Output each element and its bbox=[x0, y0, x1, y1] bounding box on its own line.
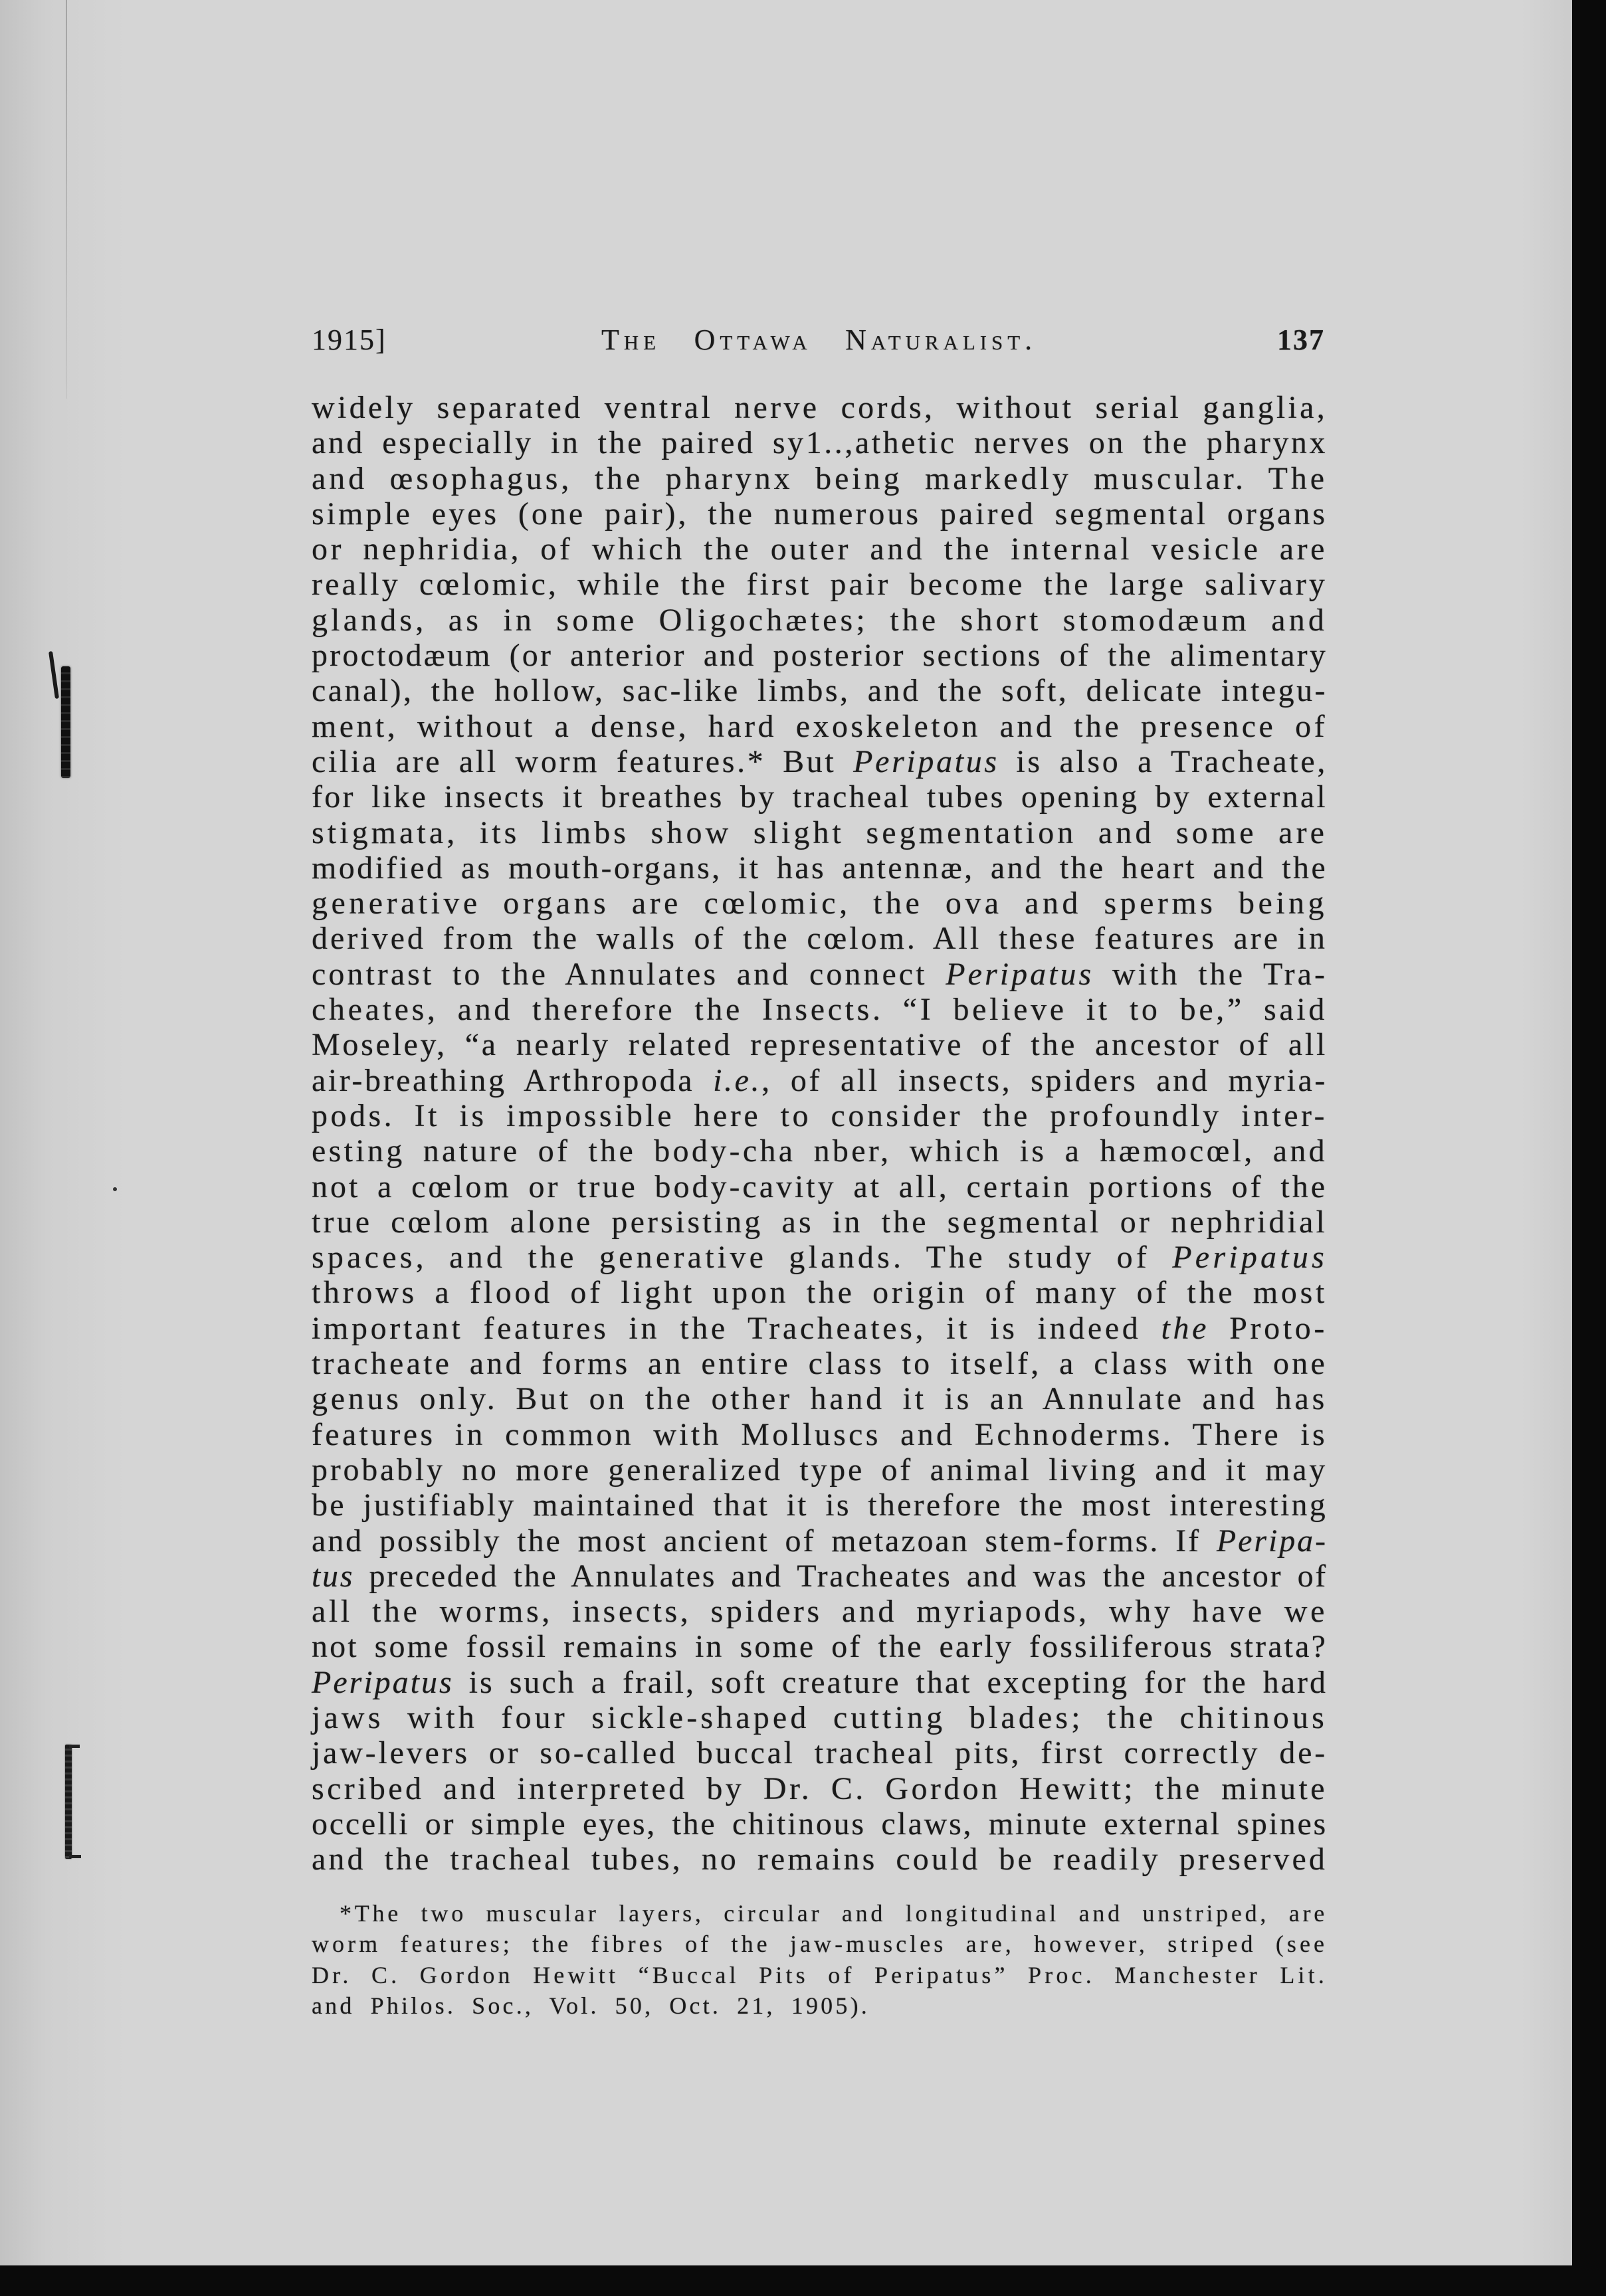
text-run: cilia are all worm features.* But bbox=[312, 743, 854, 779]
footnote-line bbox=[312, 1960, 1328, 1990]
body-text-line bbox=[312, 1098, 1328, 1133]
line-text bbox=[312, 1133, 1328, 1169]
line-text bbox=[312, 850, 1328, 886]
page-number: 137 bbox=[1277, 324, 1325, 356]
line-text bbox=[312, 673, 1328, 708]
scan-border-right bbox=[1572, 0, 1606, 2296]
running-head bbox=[312, 322, 1328, 357]
scan-border-bottom bbox=[0, 2265, 1606, 2296]
body-text-line bbox=[312, 1346, 1328, 1381]
text-run: Moseley, “a nearly related representative of the ancestor of all bbox=[312, 1027, 1328, 1063]
body-text-line bbox=[312, 1452, 1328, 1487]
text-run: genus only. But on the other hand it is an Annulate and has bbox=[312, 1381, 1328, 1417]
line-text bbox=[312, 1417, 1328, 1452]
body-text-line bbox=[312, 1487, 1328, 1523]
body-text-line bbox=[312, 1735, 1328, 1770]
binding-mark bbox=[65, 1745, 72, 1859]
body-text-line bbox=[312, 1417, 1328, 1452]
body-text-line bbox=[312, 1240, 1328, 1275]
text-run: scribed and interpreted by Dr. C. Gordon Hewitt; the minute bbox=[312, 1770, 1328, 1806]
line-text bbox=[312, 1452, 1328, 1487]
footnote-text: *The two muscular layers, circular and longitudinal and unstriped, are bbox=[340, 1900, 1328, 1927]
text-run: not a cœlom or true body-cavity at all, certain portions of the bbox=[312, 1169, 1328, 1204]
body-text-line bbox=[312, 425, 1328, 460]
footnote-text: Dr. C. Gordon Hewitt “Buccal Pits of Peripatus” Proc. Manchester Lit. bbox=[312, 1961, 1328, 1988]
text-run: for like insects it breathes by tracheal tubes opening by external bbox=[312, 779, 1328, 815]
text-run: throws a flood of light upon the origin of many of the most bbox=[312, 1275, 1328, 1311]
text-run: stigmata, its limbs show slight segmentation and some are bbox=[312, 814, 1328, 850]
text-run: not some fossil remains in some of the early fossiliferous strata? bbox=[312, 1629, 1328, 1665]
line-text bbox=[312, 1169, 1328, 1204]
body-text-line bbox=[312, 1842, 1328, 1877]
line-text bbox=[312, 1063, 1328, 1098]
line-text bbox=[312, 1842, 1328, 1877]
text-run: generative organs are cœlomic, the ova and sperms being bbox=[312, 886, 1328, 921]
text-run: contrast to the Annulates and connect bbox=[312, 956, 946, 992]
binding-mark bbox=[69, 1745, 80, 1748]
line-text bbox=[312, 1098, 1328, 1133]
line-text bbox=[312, 1240, 1328, 1275]
text-run: modified as mouth-organs, it has antennæ, and the heart and the bbox=[312, 850, 1328, 886]
line-text bbox=[312, 815, 1328, 850]
text-run: glands, as in some Oligochætes; the short stomodæum and bbox=[312, 602, 1328, 638]
text-run: occelli or simple eyes, the chitinous claws, minute external spines bbox=[312, 1806, 1328, 1842]
body-text-line bbox=[312, 709, 1328, 744]
text-run: is also a Tracheate, bbox=[999, 743, 1328, 779]
text-run: all the worms, insects, spiders and myriapods, why have we bbox=[312, 1594, 1328, 1630]
body-text-line bbox=[312, 1275, 1328, 1310]
text-run: preceded the Annulates and Tracheates and was the ancestor of bbox=[354, 1558, 1328, 1594]
italic-text: Peripatus bbox=[946, 956, 1094, 992]
text-run: widely separated ventral nerve cords, without serial ganglia, bbox=[312, 390, 1328, 425]
italic-text: Peripa- bbox=[1216, 1523, 1328, 1559]
body-text-line bbox=[312, 1204, 1328, 1240]
footnote-line bbox=[312, 1898, 1328, 1929]
line-text bbox=[312, 1629, 1328, 1664]
text-run: , of all insects, spiders and myria- bbox=[761, 1062, 1328, 1098]
text-run: derived from the walls of the cœlom. All these features are in bbox=[312, 921, 1328, 957]
italic-text: i.e. bbox=[713, 1062, 762, 1098]
italic-text: Peripatus bbox=[853, 743, 999, 779]
italic-text: Peripatus bbox=[312, 1664, 454, 1700]
line-text bbox=[312, 390, 1328, 425]
line-text bbox=[312, 1559, 1328, 1594]
body-text-line bbox=[312, 1027, 1328, 1062]
line-text bbox=[312, 461, 1328, 496]
body-text-line bbox=[312, 992, 1328, 1027]
text-run: true cœlom alone persisting as in the segmental or nephridial bbox=[312, 1204, 1328, 1240]
scan-speck bbox=[113, 1187, 117, 1191]
line-text bbox=[312, 957, 1328, 992]
body-text-line bbox=[312, 1381, 1328, 1416]
italic-text: tus bbox=[312, 1558, 355, 1594]
footnote-text: and Philos. Soc., Vol. 50, Oct. 21, 1905). bbox=[312, 1992, 870, 2019]
italic-text: the bbox=[1161, 1310, 1210, 1346]
body-text-line bbox=[312, 850, 1328, 886]
line-text bbox=[312, 567, 1328, 602]
line-text bbox=[312, 603, 1328, 638]
text-run: or nephridia, of which the outer and the internal vesicle are bbox=[312, 531, 1328, 567]
text-run: important features in the Tracheates, it is indeed bbox=[312, 1310, 1161, 1346]
line-text bbox=[312, 1523, 1328, 1559]
line-text bbox=[312, 1027, 1328, 1062]
body-text bbox=[312, 390, 1328, 1877]
line-text bbox=[312, 1594, 1328, 1629]
body-text-line bbox=[312, 461, 1328, 496]
text-run: esting nature of the body-cha nber, which is a hæmocœl, and bbox=[312, 1133, 1328, 1169]
body-text-line bbox=[312, 1169, 1328, 1204]
footnote-line bbox=[312, 1990, 870, 2021]
binding-mark bbox=[49, 651, 59, 699]
body-text-line bbox=[312, 1133, 1328, 1169]
body-text-line bbox=[312, 744, 1328, 779]
body-text-line bbox=[312, 1700, 1328, 1735]
line-text bbox=[312, 1735, 1328, 1770]
line-text bbox=[312, 744, 1328, 779]
text-run: and œsophagus, the pharynx being markedly muscular. The bbox=[312, 460, 1328, 496]
binding-mark bbox=[61, 666, 70, 778]
line-text bbox=[312, 1204, 1328, 1240]
text-run: features in common with Molluscs and Echnoderms. There is bbox=[312, 1416, 1328, 1452]
line-text bbox=[312, 638, 1328, 673]
body-text-line bbox=[312, 1806, 1328, 1842]
line-text bbox=[312, 1700, 1328, 1735]
binding-mark bbox=[69, 1855, 81, 1858]
line-text bbox=[312, 921, 1328, 956]
line-text bbox=[312, 1665, 1328, 1700]
body-text-line bbox=[312, 1665, 1328, 1700]
body-text-line bbox=[312, 1311, 1328, 1346]
text-run: is such a frail, soft creature that excepting for the hard bbox=[453, 1664, 1328, 1700]
line-text bbox=[312, 779, 1328, 814]
text-run: really cœlomic, while the first pair become the large salivary bbox=[312, 567, 1328, 603]
line-text bbox=[312, 1275, 1328, 1310]
text-run: proctodæum (or anterior and posterior sections of the alimentary bbox=[312, 638, 1328, 674]
body-text-line bbox=[312, 779, 1328, 814]
text-run: cheates, and therefore the Insects. “I believe it to be,” said bbox=[312, 992, 1328, 1028]
body-text-line bbox=[312, 531, 1328, 567]
text-run: and especially in the paired sy1..,athetic nerves on the pharynx bbox=[312, 425, 1328, 461]
text-run: with the Tra- bbox=[1094, 956, 1328, 992]
text-run: be justifiably maintained that it is therefore the most interesting bbox=[312, 1487, 1328, 1523]
line-text bbox=[312, 425, 1328, 460]
body-text-line bbox=[312, 1523, 1328, 1559]
scan-fold-line bbox=[66, 0, 67, 399]
text-run: and possibly the most ancient of metazoan stem-forms. If bbox=[312, 1523, 1217, 1559]
text-run: pods. It is impossible here to consider the profoundly inter- bbox=[312, 1098, 1328, 1133]
body-text-line bbox=[312, 1629, 1328, 1664]
text-run: jaws with four sickle-shaped cutting blades; the chitinous bbox=[312, 1699, 1328, 1735]
text-run: canal), the hollow, sac-like limbs, and the soft, delicate integu- bbox=[312, 673, 1328, 709]
line-text bbox=[312, 1381, 1328, 1416]
body-text-line bbox=[312, 638, 1328, 673]
text-run: jaw-levers or so-called buccal tracheal pits, first correctly de- bbox=[312, 1735, 1328, 1771]
body-text-line bbox=[312, 957, 1328, 992]
text-run: and the tracheal tubes, no remains could be readily preserved bbox=[312, 1842, 1328, 1877]
footnote-line bbox=[312, 1929, 1328, 1959]
line-text bbox=[312, 1311, 1328, 1346]
footnote bbox=[312, 1898, 1328, 2021]
line-text bbox=[312, 709, 1328, 744]
line-text bbox=[312, 1806, 1328, 1842]
line-text bbox=[312, 1771, 1328, 1806]
body-text-line bbox=[312, 921, 1328, 956]
text-run: air-breathing Arthropoda bbox=[312, 1062, 714, 1098]
journal-title-box bbox=[601, 322, 1037, 357]
body-text-line bbox=[312, 886, 1328, 921]
body-text-line bbox=[312, 390, 1328, 425]
line-text bbox=[312, 1487, 1328, 1523]
footnote-text: worm features; the fibres of the jaw-muscles are, however, striped (see bbox=[312, 1931, 1328, 1958]
text-run: ment, without a dense, hard exoskeleton and the presence of bbox=[312, 708, 1328, 744]
line-text bbox=[312, 886, 1328, 921]
body-text-line bbox=[312, 1771, 1328, 1806]
text-run: probably no more generalized type of animal living and it may bbox=[312, 1452, 1328, 1487]
line-text bbox=[312, 992, 1328, 1027]
line-text bbox=[312, 496, 1328, 531]
journal-title: The Ottawa Naturalist. bbox=[601, 324, 1037, 356]
body-text-line bbox=[312, 496, 1328, 531]
text-run: tracheate and forms an entire class to itself, a class with one bbox=[312, 1346, 1328, 1382]
text-run: spaces, and the generative glands. The study of bbox=[312, 1240, 1173, 1276]
italic-text: Peripatus bbox=[1172, 1240, 1328, 1276]
text-run: simple eyes (one pair), the numerous paired segmental organs bbox=[312, 496, 1328, 531]
body-text-line bbox=[312, 1594, 1328, 1629]
line-text bbox=[312, 531, 1328, 567]
body-text-line bbox=[312, 567, 1328, 602]
body-text-line bbox=[312, 1559, 1328, 1594]
body-text-line bbox=[312, 673, 1328, 708]
text-run: Proto- bbox=[1209, 1310, 1328, 1346]
body-text-line bbox=[312, 603, 1328, 638]
line-text bbox=[312, 1346, 1328, 1381]
body-text-line bbox=[312, 1063, 1328, 1098]
volume-year: 1915] bbox=[312, 324, 387, 356]
body-text-line bbox=[312, 815, 1328, 850]
